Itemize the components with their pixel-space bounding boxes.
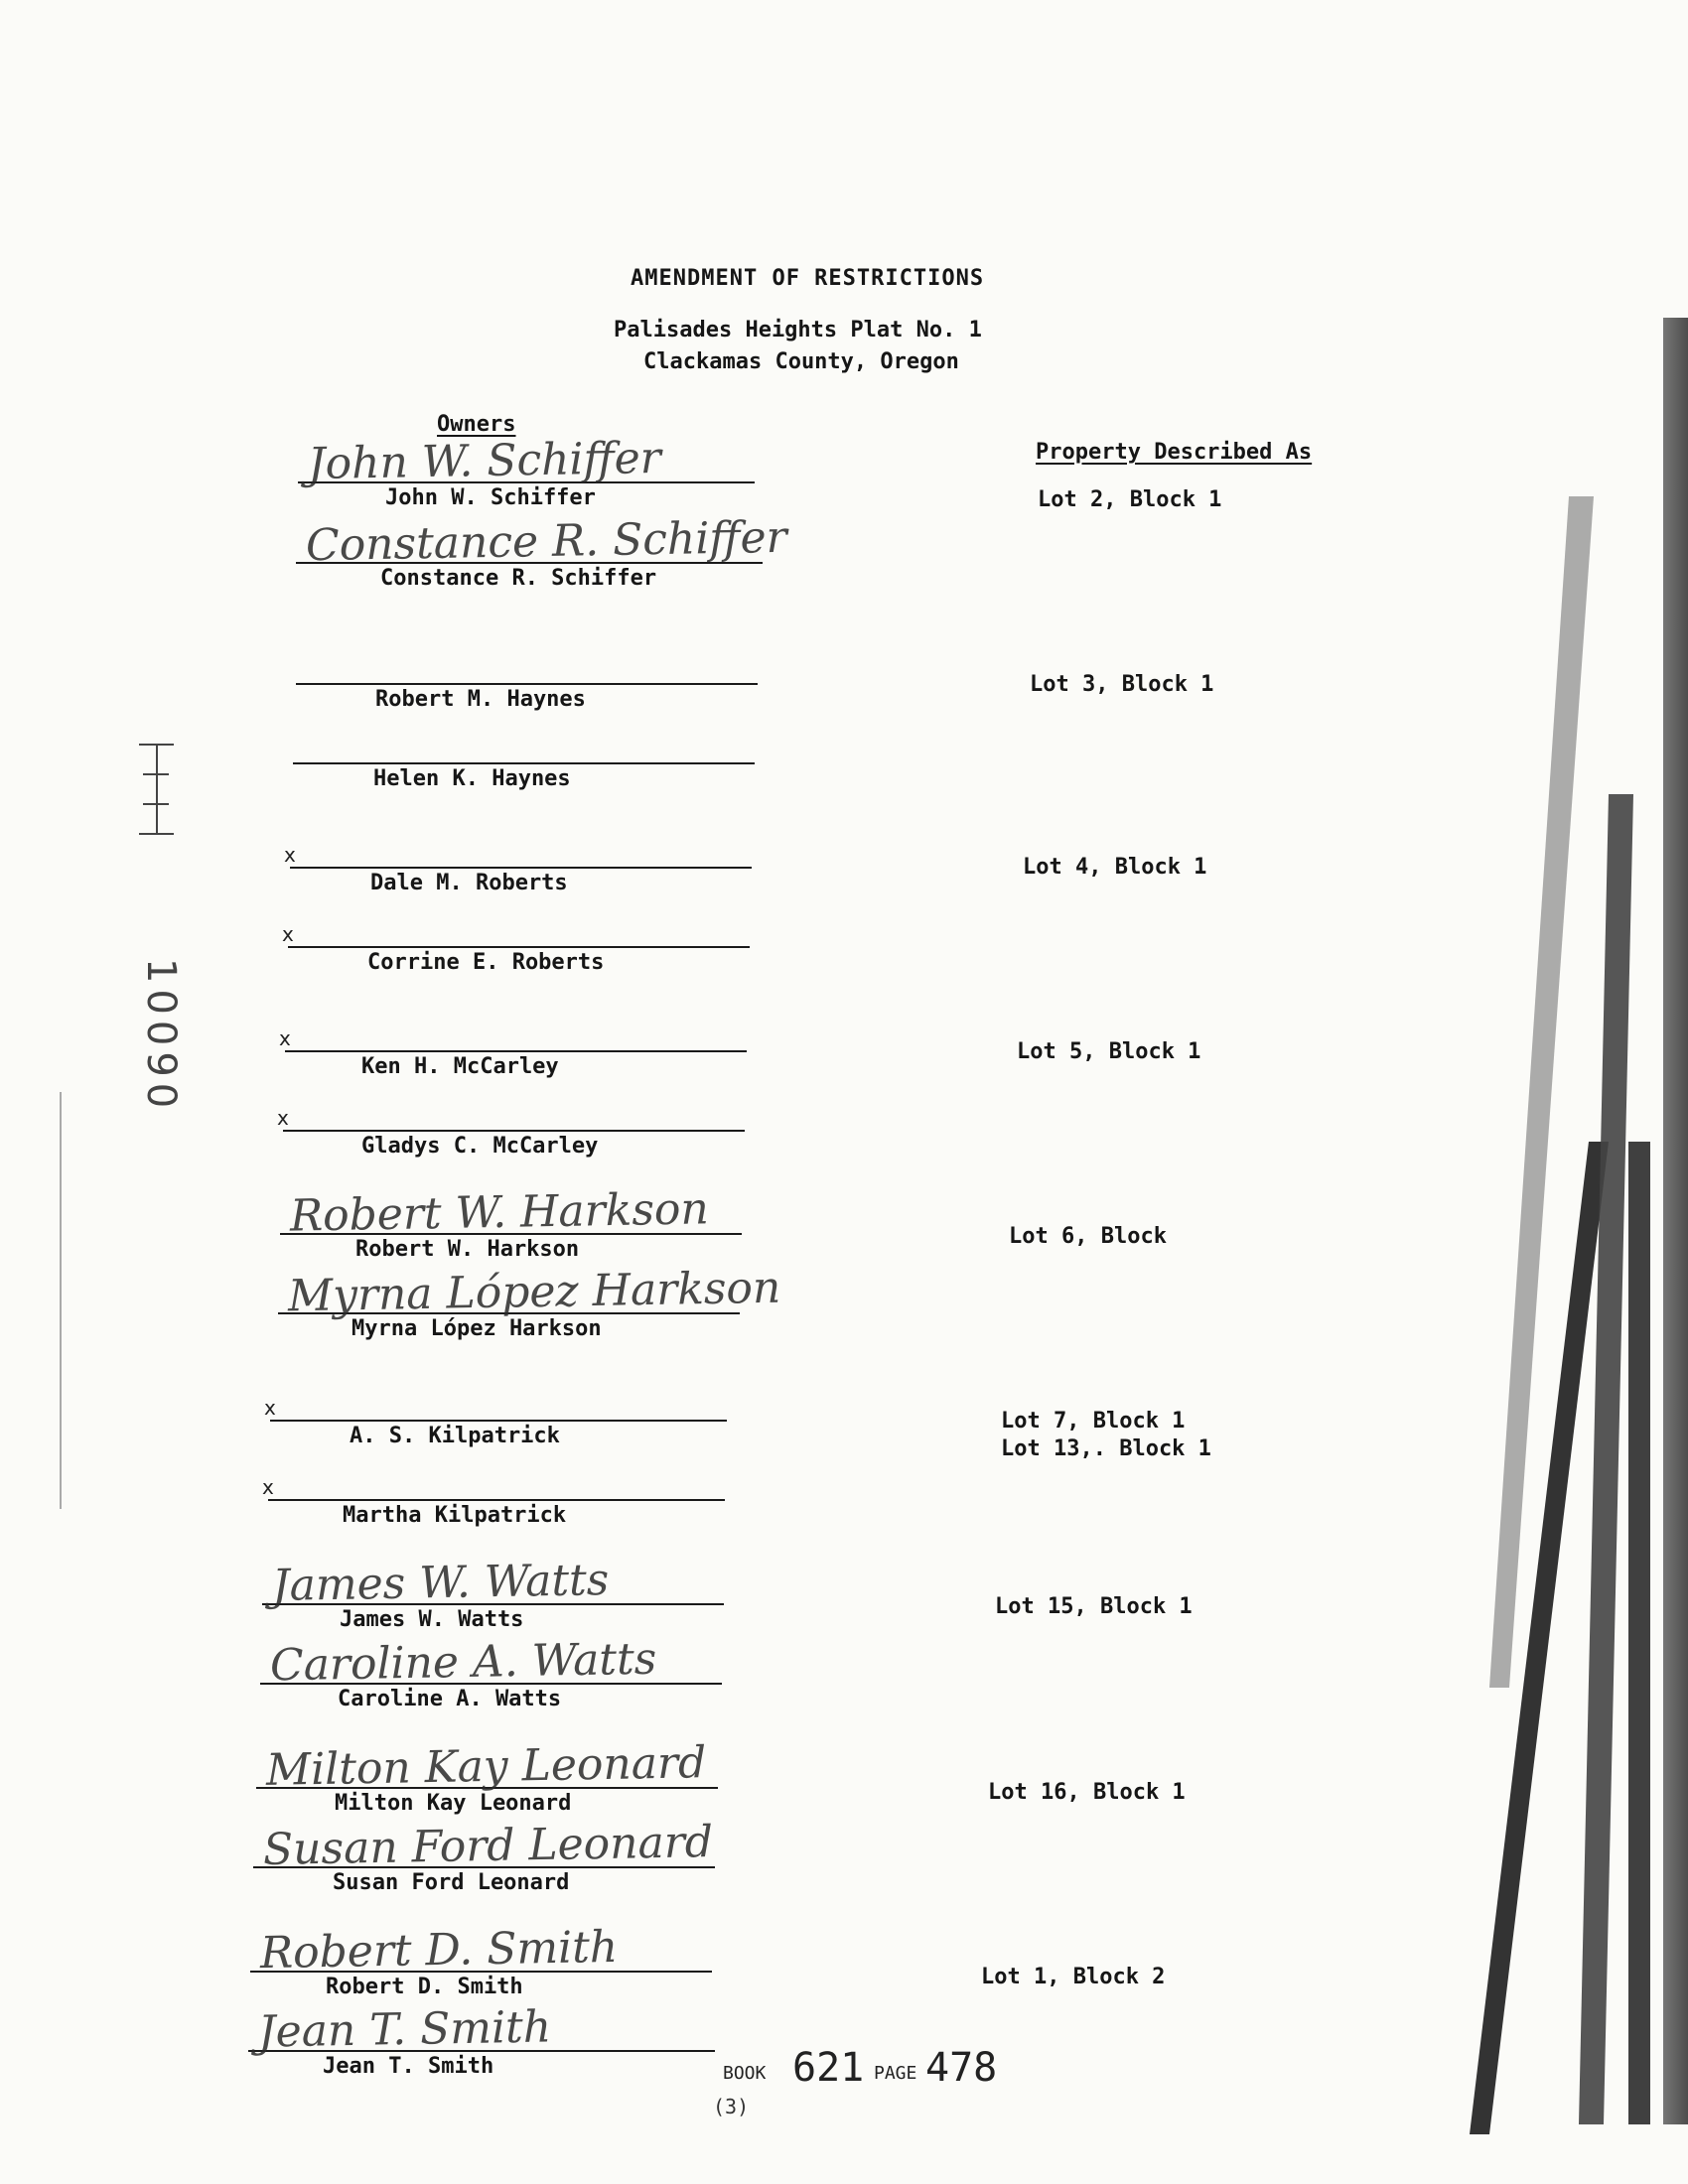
x-mark: x	[284, 843, 296, 867]
owner-name: Ken H. McCarley	[361, 1054, 559, 1079]
property-line: Lot 1, Block 2	[981, 1965, 1166, 1989]
owner-name: Martha Kilpatrick	[343, 1503, 567, 1528]
x-mark: x	[262, 1475, 274, 1499]
property-description	[1001, 1408, 1211, 1463]
property-description	[1030, 671, 1213, 699]
page-marker: (3)	[713, 2095, 750, 2118]
property-line: Lot 15, Block 1	[995, 1594, 1193, 1619]
handwritten-signature: Myrna López Harkson	[287, 1262, 781, 1322]
handwritten-signature: Jean T. Smith	[257, 2001, 552, 2058]
property-line: Lot 2, Block 1	[1038, 487, 1222, 512]
margin-scan-line	[60, 1092, 62, 1509]
signature-line	[270, 1420, 727, 1422]
handwritten-signature: Susan Ford Leonard	[262, 1817, 714, 1875]
owner-name: Gladys C. McCarley	[361, 1134, 599, 1159]
signature-line	[268, 1499, 725, 1501]
property-description	[1023, 854, 1206, 882]
owner-name: Constance R. Schiffer	[380, 566, 657, 591]
property-line: Lot 13,. Block 1	[1001, 1436, 1211, 1461]
owner-name: Susan Ford Leonard	[333, 1870, 570, 1895]
book-number: 621	[792, 2045, 865, 2091]
x-mark: x	[277, 1106, 289, 1130]
handwritten-signature: Caroline A. Watts	[269, 1633, 657, 1692]
property-line: Lot 6, Block	[1009, 1224, 1167, 1249]
property-line: Lot 7, Block 1	[1001, 1409, 1186, 1433]
handwritten-signature: Robert W. Harkson	[289, 1183, 710, 1242]
owner-name: Dale M. Roberts	[370, 871, 568, 895]
property-line: Lot 5, Block 1	[1017, 1039, 1201, 1064]
book-label: BOOK	[723, 2063, 767, 2084]
property-description	[995, 1593, 1193, 1621]
x-mark: x	[264, 1396, 276, 1420]
signature-line	[283, 1130, 745, 1132]
page-label: PAGE	[874, 2063, 917, 2084]
document-subtitle-line2: Clackamas County, Oregon	[643, 349, 959, 374]
property-description	[1017, 1038, 1200, 1066]
owner-name: James W. Watts	[340, 1607, 524, 1632]
property-column-heading: Property Described As	[1036, 440, 1313, 465]
handwritten-signature: Milton Kay Leonard	[265, 1737, 707, 1796]
document-title: AMENDMENT OF RESTRICTIONS	[631, 266, 985, 291]
handwritten-signature: Constance R. Schiffer	[305, 511, 787, 572]
owner-name: Jean T. Smith	[323, 2054, 494, 2079]
margin-bracket-mark	[129, 735, 189, 844]
owner-name: Caroline A. Watts	[338, 1687, 562, 1711]
property-description	[1009, 1223, 1167, 1251]
handwritten-signature: John W. Schiffer	[307, 432, 662, 490]
owner-name: Robert W. Harkson	[355, 1237, 580, 1262]
property-description	[981, 1964, 1165, 1991]
handwritten-signature: James W. Watts	[271, 1555, 610, 1611]
owner-name: Helen K. Haynes	[373, 766, 571, 791]
property-description	[1038, 486, 1221, 514]
x-mark: x	[279, 1026, 291, 1050]
owners-column-heading: Owners	[437, 412, 516, 437]
property-line: Lot 3, Block 1	[1030, 672, 1214, 697]
signature-line	[293, 762, 755, 764]
owner-name: Robert M. Haynes	[375, 687, 586, 712]
property-line: Lot 4, Block 1	[1023, 855, 1207, 880]
owner-name: Corrine E. Roberts	[367, 950, 605, 975]
owner-name: Robert D. Smith	[326, 1975, 523, 1999]
property-line: Lot 16, Block 1	[988, 1780, 1186, 1805]
margin-number: 10090	[138, 958, 184, 1115]
scan-edge-artifact	[1470, 0, 1688, 2184]
document-subtitle-line1: Palisades Heights Plat No. 1	[614, 318, 982, 342]
property-description	[988, 1779, 1186, 1807]
page-number: 478	[925, 2045, 998, 2091]
owner-name: John W. Schiffer	[385, 485, 596, 510]
signature-line	[285, 1050, 747, 1052]
owner-name: Myrna López Harkson	[352, 1316, 602, 1341]
signature-line	[296, 683, 758, 685]
x-mark: x	[282, 922, 294, 946]
handwritten-signature: Robert D. Smith	[259, 1921, 619, 1979]
signature-line	[288, 946, 750, 948]
signature-line	[290, 867, 752, 869]
owner-name: Milton Kay Leonard	[335, 1791, 572, 1816]
owner-name: A. S. Kilpatrick	[350, 1424, 560, 1448]
